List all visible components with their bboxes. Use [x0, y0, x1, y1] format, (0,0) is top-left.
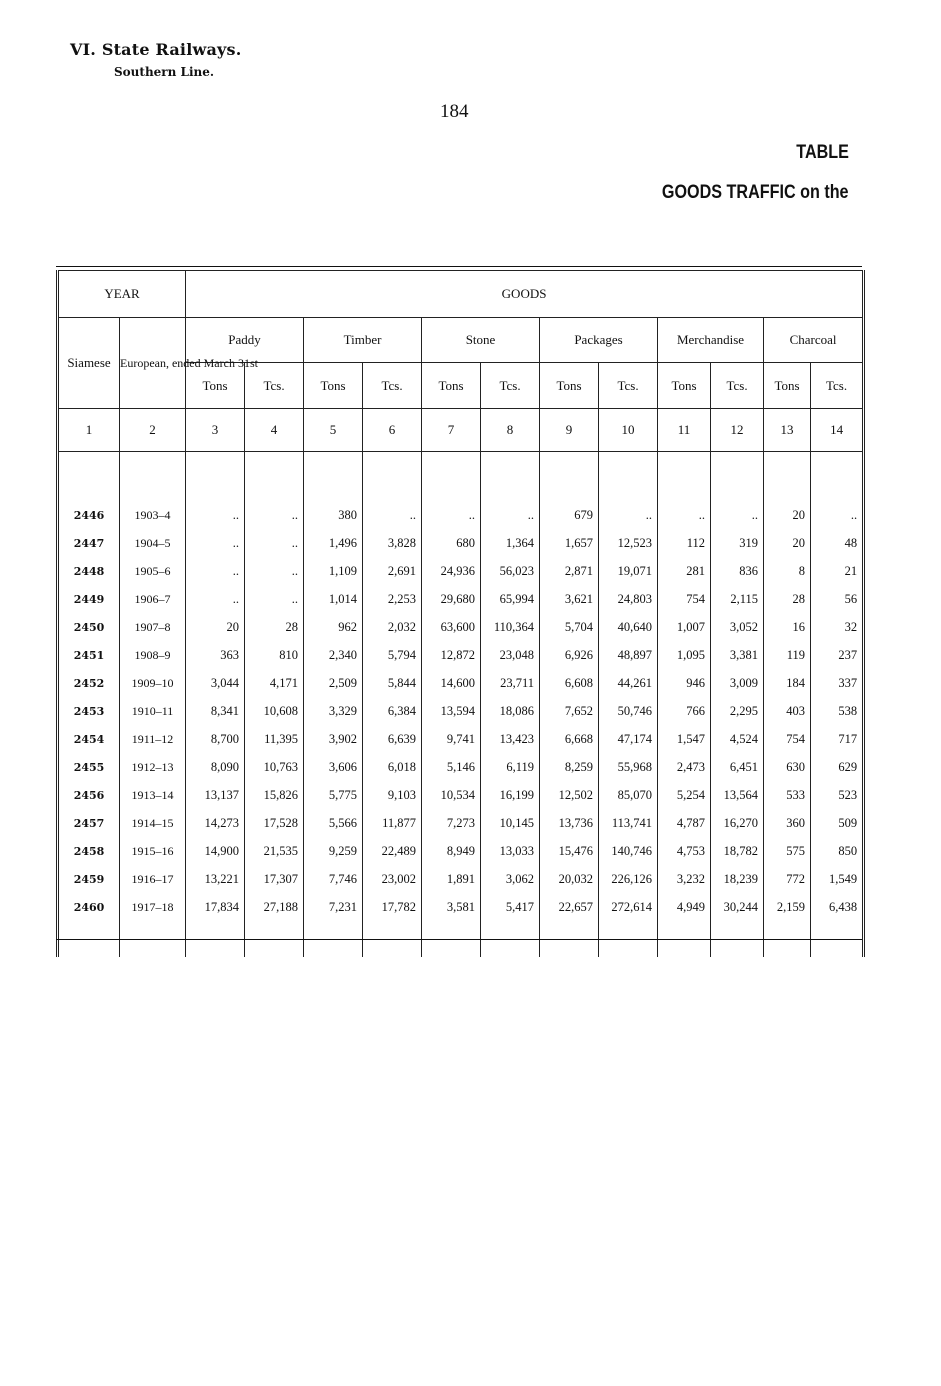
table-row — [58, 557, 864, 585]
value-cell: 6,438 — [811, 893, 864, 921]
value-cell: 5,566 — [304, 809, 363, 837]
value-cell: 17,528 — [245, 809, 304, 837]
value-cell: 16,199 — [481, 781, 540, 809]
value-cell: 21,535 — [245, 837, 304, 865]
column-number: 1 — [58, 409, 120, 452]
value-cell: 12,523 — [599, 529, 658, 557]
value-cell: .. — [186, 529, 245, 557]
siamese-year-cell: 2446 — [58, 501, 120, 529]
value-cell: 754 — [764, 725, 811, 753]
value-cell: 6,668 — [540, 725, 599, 753]
value-cell: 6,119 — [481, 753, 540, 781]
value-cell: 14,273 — [186, 809, 245, 837]
value-cell: 17,782 — [363, 893, 422, 921]
value-cell: .. — [245, 529, 304, 557]
value-cell: 20 — [764, 501, 811, 529]
value-cell: 630 — [764, 753, 811, 781]
value-cell: 20 — [186, 613, 245, 641]
value-cell: 538 — [811, 697, 864, 725]
category-header-merchandise: Merchandise — [658, 318, 764, 363]
value-cell: 810 — [245, 641, 304, 669]
value-cell: 523 — [811, 781, 864, 809]
siamese-year-cell: 2459 — [58, 865, 120, 893]
table-row — [58, 641, 864, 669]
value-cell: 13,423 — [481, 725, 540, 753]
value-cell: 946 — [658, 669, 711, 697]
value-cell: 679 — [540, 501, 599, 529]
value-cell: 1,095 — [658, 641, 711, 669]
goods-header: GOODS — [186, 271, 864, 318]
european-year-cell: 1906–7 — [120, 585, 186, 613]
table-row — [58, 893, 864, 921]
european-year-cell: 1913–14 — [120, 781, 186, 809]
goods-traffic-table-container — [56, 270, 862, 957]
european-header: European, ended March 31st — [120, 318, 186, 409]
european-year-cell: 1912–13 — [120, 753, 186, 781]
unit-header-merchandise-tcs: Tcs. — [711, 363, 764, 409]
value-cell: 13,221 — [186, 865, 245, 893]
top-rule — [56, 266, 862, 267]
value-cell: .. — [422, 501, 481, 529]
value-cell: 6,608 — [540, 669, 599, 697]
value-cell: 1,657 — [540, 529, 599, 557]
column-number: 4 — [245, 409, 304, 452]
value-cell: 5,844 — [363, 669, 422, 697]
value-cell: 10,145 — [481, 809, 540, 837]
value-cell: 56 — [811, 585, 864, 613]
value-cell: 40,640 — [599, 613, 658, 641]
value-cell: 16,270 — [711, 809, 764, 837]
value-cell: 184 — [764, 669, 811, 697]
value-cell: 509 — [811, 809, 864, 837]
value-cell: 7,746 — [304, 865, 363, 893]
value-cell: 1,547 — [658, 725, 711, 753]
category-header-stone: Stone — [422, 318, 540, 363]
value-cell: 9,741 — [422, 725, 481, 753]
siamese-year-cell: 2453 — [58, 697, 120, 725]
unit-header-merchandise-tons: Tons — [658, 363, 711, 409]
value-cell: 56,023 — [481, 557, 540, 585]
value-cell: 5,146 — [422, 753, 481, 781]
european-year-cell: 1917–18 — [120, 893, 186, 921]
value-cell: .. — [658, 501, 711, 529]
spacer-row — [58, 452, 864, 502]
value-cell: 403 — [764, 697, 811, 725]
value-cell: 1,109 — [304, 557, 363, 585]
value-cell: 16 — [764, 613, 811, 641]
value-cell: 533 — [764, 781, 811, 809]
value-cell: 4,949 — [658, 893, 711, 921]
value-cell: .. — [245, 585, 304, 613]
value-cell: 2,871 — [540, 557, 599, 585]
siamese-header: Siamese — [58, 318, 120, 409]
value-cell: 5,417 — [481, 893, 540, 921]
goods-traffic-table — [56, 270, 865, 957]
value-cell: 766 — [658, 697, 711, 725]
value-cell: 3,062 — [481, 865, 540, 893]
value-cell: 8,700 — [186, 725, 245, 753]
section-subtitle: Southern Line. — [114, 65, 215, 79]
siamese-year-cell: 2448 — [58, 557, 120, 585]
value-cell: 22,657 — [540, 893, 599, 921]
page-number: 184 — [440, 101, 469, 122]
value-cell: 2,691 — [363, 557, 422, 585]
value-cell: 3,381 — [711, 641, 764, 669]
european-year-cell: 1907–8 — [120, 613, 186, 641]
column-number: 9 — [540, 409, 599, 452]
european-year-cell: 1914–15 — [120, 809, 186, 837]
value-cell: 1,891 — [422, 865, 481, 893]
header-row-categories — [58, 318, 864, 363]
column-number: 8 — [481, 409, 540, 452]
value-cell: 24,803 — [599, 585, 658, 613]
value-cell: .. — [186, 557, 245, 585]
table-row — [58, 501, 864, 529]
table-row — [58, 781, 864, 809]
value-cell: 6,384 — [363, 697, 422, 725]
value-cell: 363 — [186, 641, 245, 669]
siamese-year-cell: 2457 — [58, 809, 120, 837]
value-cell: 13,736 — [540, 809, 599, 837]
value-cell: 28 — [764, 585, 811, 613]
value-cell: 23,048 — [481, 641, 540, 669]
value-cell: 8,090 — [186, 753, 245, 781]
value-cell: 12,872 — [422, 641, 481, 669]
value-cell: .. — [245, 557, 304, 585]
siamese-year-cell: 2452 — [58, 669, 120, 697]
value-cell: 4,787 — [658, 809, 711, 837]
value-cell: 3,902 — [304, 725, 363, 753]
header-row-groups — [58, 271, 864, 318]
unit-header-timber-tons: Tons — [304, 363, 363, 409]
value-cell: 1,496 — [304, 529, 363, 557]
value-cell: 63,600 — [422, 613, 481, 641]
value-cell: 20 — [764, 529, 811, 557]
table-row — [58, 837, 864, 865]
siamese-year-cell: 2460 — [58, 893, 120, 921]
european-year-cell: 1910–11 — [120, 697, 186, 725]
european-year-cell: 1905–6 — [120, 557, 186, 585]
value-cell: 14,600 — [422, 669, 481, 697]
value-cell: 13,033 — [481, 837, 540, 865]
value-cell: .. — [245, 501, 304, 529]
european-year-cell: 1903–4 — [120, 501, 186, 529]
value-cell: 4,753 — [658, 837, 711, 865]
value-cell: 772 — [764, 865, 811, 893]
table-title: TABLE — [796, 142, 849, 163]
column-number: 14 — [811, 409, 864, 452]
column-number: 11 — [658, 409, 711, 452]
value-cell: 10,608 — [245, 697, 304, 725]
value-cell: 836 — [711, 557, 764, 585]
value-cell: 18,782 — [711, 837, 764, 865]
value-cell: 7,231 — [304, 893, 363, 921]
value-cell: 3,621 — [540, 585, 599, 613]
value-cell: 11,395 — [245, 725, 304, 753]
value-cell: 3,606 — [304, 753, 363, 781]
value-cell: .. — [811, 501, 864, 529]
value-cell: 17,307 — [245, 865, 304, 893]
value-cell: 717 — [811, 725, 864, 753]
value-cell: 6,018 — [363, 753, 422, 781]
column-number: 2 — [120, 409, 186, 452]
unit-header-stone-tons: Tons — [422, 363, 481, 409]
value-cell: 1,014 — [304, 585, 363, 613]
value-cell: 319 — [711, 529, 764, 557]
european-year-cell: 1908–9 — [120, 641, 186, 669]
european-year-cell: 1915–16 — [120, 837, 186, 865]
bottom-rule — [56, 939, 862, 940]
value-cell: 3,052 — [711, 613, 764, 641]
column-number: 12 — [711, 409, 764, 452]
value-cell: 32 — [811, 613, 864, 641]
european-year-cell: 1911–12 — [120, 725, 186, 753]
value-cell: 112 — [658, 529, 711, 557]
value-cell: 24,936 — [422, 557, 481, 585]
value-cell: 850 — [811, 837, 864, 865]
header-row-column-numbers — [58, 409, 864, 452]
value-cell: 5,794 — [363, 641, 422, 669]
value-cell: 48 — [811, 529, 864, 557]
table-row — [58, 865, 864, 893]
value-cell: 4,171 — [245, 669, 304, 697]
column-number: 13 — [764, 409, 811, 452]
table-row — [58, 613, 864, 641]
table-subtitle: GOODS TRAFFIC on the — [662, 182, 849, 203]
column-number: 7 — [422, 409, 481, 452]
table-row — [58, 753, 864, 781]
value-cell: 1,007 — [658, 613, 711, 641]
value-cell: 962 — [304, 613, 363, 641]
table-row — [58, 809, 864, 837]
value-cell: 3,581 — [422, 893, 481, 921]
unit-header-paddy-tons: Tons — [186, 363, 245, 409]
value-cell: 30,244 — [711, 893, 764, 921]
value-cell: 110,364 — [481, 613, 540, 641]
value-cell: 3,828 — [363, 529, 422, 557]
value-cell: 9,103 — [363, 781, 422, 809]
table-row — [58, 697, 864, 725]
value-cell: 18,086 — [481, 697, 540, 725]
value-cell: 11,877 — [363, 809, 422, 837]
value-cell: 22,489 — [363, 837, 422, 865]
value-cell: 27,188 — [245, 893, 304, 921]
value-cell: 8,259 — [540, 753, 599, 781]
value-cell: 2,115 — [711, 585, 764, 613]
siamese-year-cell: 2456 — [58, 781, 120, 809]
value-cell: 48,897 — [599, 641, 658, 669]
value-cell: 65,994 — [481, 585, 540, 613]
value-cell: 629 — [811, 753, 864, 781]
siamese-year-cell: 2454 — [58, 725, 120, 753]
european-year-cell: 1904–5 — [120, 529, 186, 557]
value-cell: 2,509 — [304, 669, 363, 697]
value-cell: 13,137 — [186, 781, 245, 809]
value-cell: 8,949 — [422, 837, 481, 865]
value-cell: 226,126 — [599, 865, 658, 893]
unit-header-packages-tons: Tons — [540, 363, 599, 409]
value-cell: 237 — [811, 641, 864, 669]
value-cell: 28 — [245, 613, 304, 641]
value-cell: .. — [363, 501, 422, 529]
value-cell: 337 — [811, 669, 864, 697]
value-cell: 3,044 — [186, 669, 245, 697]
value-cell: 272,614 — [599, 893, 658, 921]
table-row — [58, 725, 864, 753]
value-cell: 21 — [811, 557, 864, 585]
value-cell: 9,259 — [304, 837, 363, 865]
value-cell: 17,834 — [186, 893, 245, 921]
value-cell: 12,502 — [540, 781, 599, 809]
value-cell: 380 — [304, 501, 363, 529]
value-cell: 6,639 — [363, 725, 422, 753]
value-cell: 2,340 — [304, 641, 363, 669]
column-number: 3 — [186, 409, 245, 452]
value-cell: 50,746 — [599, 697, 658, 725]
value-cell: 10,534 — [422, 781, 481, 809]
unit-header-stone-tcs: Tcs. — [481, 363, 540, 409]
value-cell: 18,239 — [711, 865, 764, 893]
european-year-cell: 1909–10 — [120, 669, 186, 697]
value-cell: .. — [481, 501, 540, 529]
value-cell: 55,968 — [599, 753, 658, 781]
value-cell: 3,009 — [711, 669, 764, 697]
value-cell: 5,775 — [304, 781, 363, 809]
unit-header-packages-tcs: Tcs. — [599, 363, 658, 409]
siamese-year-cell: 2458 — [58, 837, 120, 865]
value-cell: 13,594 — [422, 697, 481, 725]
value-cell: .. — [711, 501, 764, 529]
category-header-charcoal: Charcoal — [764, 318, 864, 363]
siamese-year-cell: 2455 — [58, 753, 120, 781]
value-cell: 7,652 — [540, 697, 599, 725]
value-cell: .. — [186, 585, 245, 613]
value-cell: 119 — [764, 641, 811, 669]
value-cell: 7,273 — [422, 809, 481, 837]
value-cell: 8,341 — [186, 697, 245, 725]
siamese-year-cell: 2450 — [58, 613, 120, 641]
value-cell: 19,071 — [599, 557, 658, 585]
category-header-paddy: Paddy — [186, 318, 304, 363]
table-row — [58, 529, 864, 557]
value-cell: 140,746 — [599, 837, 658, 865]
value-cell: 113,741 — [599, 809, 658, 837]
value-cell: 1,549 — [811, 865, 864, 893]
value-cell: 2,253 — [363, 585, 422, 613]
value-cell: 2,295 — [711, 697, 764, 725]
table-body — [58, 452, 864, 958]
value-cell: 15,476 — [540, 837, 599, 865]
value-cell: 10,763 — [245, 753, 304, 781]
unit-header-charcoal-tons: Tons — [764, 363, 811, 409]
column-number: 10 — [599, 409, 658, 452]
value-cell: 6,451 — [711, 753, 764, 781]
table-row — [58, 585, 864, 613]
category-header-timber: Timber — [304, 318, 422, 363]
value-cell: 281 — [658, 557, 711, 585]
value-cell: 23,711 — [481, 669, 540, 697]
value-cell: 5,254 — [658, 781, 711, 809]
value-cell: 3,232 — [658, 865, 711, 893]
section-title: VI. State Railways. — [70, 40, 242, 59]
value-cell: 575 — [764, 837, 811, 865]
siamese-year-cell: 2449 — [58, 585, 120, 613]
value-cell: 3,329 — [304, 697, 363, 725]
unit-header-paddy-tcs: Tcs. — [245, 363, 304, 409]
value-cell: .. — [186, 501, 245, 529]
value-cell: 6,926 — [540, 641, 599, 669]
value-cell: 23,002 — [363, 865, 422, 893]
column-number: 5 — [304, 409, 363, 452]
value-cell: 29,680 — [422, 585, 481, 613]
value-cell: 20,032 — [540, 865, 599, 893]
value-cell: 2,473 — [658, 753, 711, 781]
value-cell: 15,826 — [245, 781, 304, 809]
siamese-year-cell: 2451 — [58, 641, 120, 669]
value-cell: 14,900 — [186, 837, 245, 865]
value-cell: 85,070 — [599, 781, 658, 809]
value-cell: 680 — [422, 529, 481, 557]
value-cell: 2,032 — [363, 613, 422, 641]
value-cell: 5,704 — [540, 613, 599, 641]
category-header-packages: Packages — [540, 318, 658, 363]
value-cell: 360 — [764, 809, 811, 837]
unit-header-charcoal-tcs: Tcs. — [811, 363, 864, 409]
value-cell: 4,524 — [711, 725, 764, 753]
unit-header-timber-tcs: Tcs. — [363, 363, 422, 409]
european-year-cell: 1916–17 — [120, 865, 186, 893]
siamese-year-cell: 2447 — [58, 529, 120, 557]
value-cell: .. — [599, 501, 658, 529]
value-cell: 13,564 — [711, 781, 764, 809]
value-cell: 47,174 — [599, 725, 658, 753]
value-cell: 1,364 — [481, 529, 540, 557]
value-cell: 754 — [658, 585, 711, 613]
value-cell: 44,261 — [599, 669, 658, 697]
value-cell: 2,159 — [764, 893, 811, 921]
year-header: YEAR — [58, 271, 186, 318]
value-cell: 8 — [764, 557, 811, 585]
table-row — [58, 669, 864, 697]
column-number: 6 — [363, 409, 422, 452]
